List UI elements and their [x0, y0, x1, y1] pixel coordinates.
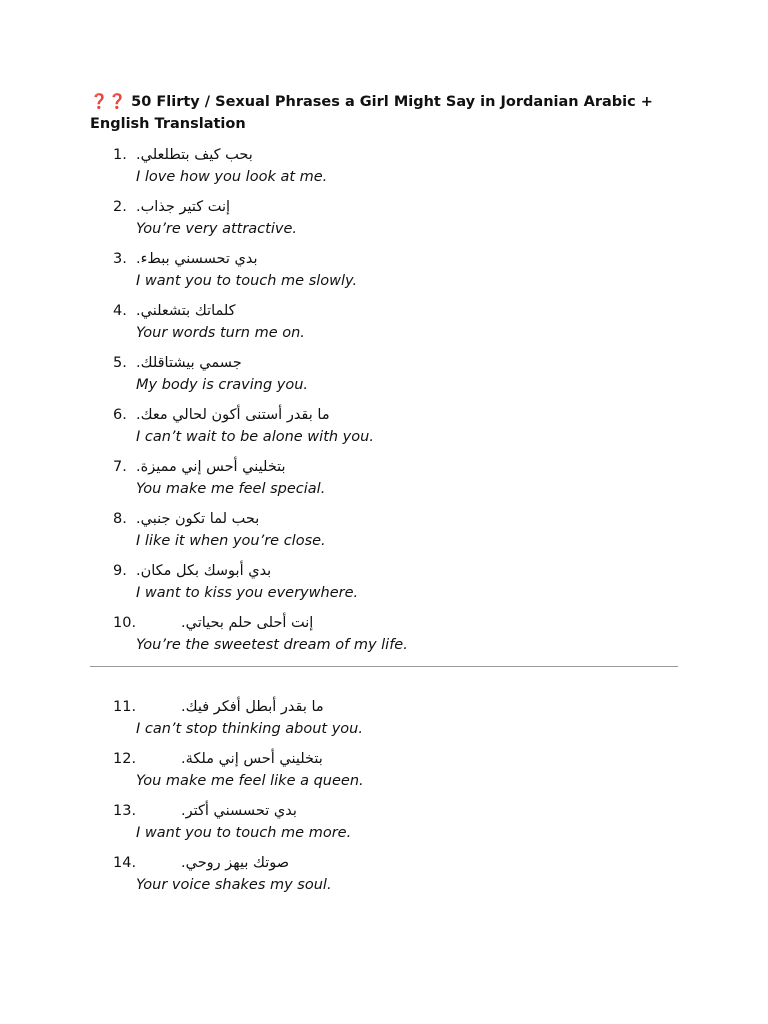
list-item: [0, 508, 768, 560]
item-number: 7.: [113, 459, 127, 475]
english-translation: I like it when you’re close.: [136, 533, 326, 549]
list-item: [0, 612, 768, 664]
item-number: 5.: [113, 355, 127, 371]
list-item: [0, 144, 768, 196]
arabic-phrase: بدي تحسسني أكتر.: [181, 803, 297, 819]
item-number: 1.: [113, 147, 127, 163]
list-item: [0, 456, 768, 508]
item-number: 13.: [113, 803, 137, 819]
list-item: [0, 300, 768, 352]
arabic-phrase: إنت أحلى حلم بحياتي.: [181, 615, 314, 631]
item-number: 11.: [113, 699, 137, 715]
item-number: 10.: [113, 615, 137, 631]
item-number: 4.: [113, 303, 127, 319]
arabic-phrase: بدي أبوسك بكل مكان.: [136, 563, 272, 579]
list-item: [0, 800, 768, 852]
list-item: [0, 352, 768, 404]
english-translation: I can’t wait to be alone with you.: [136, 429, 374, 445]
phrase-list-part-2: [0, 696, 768, 904]
list-item: [0, 196, 768, 248]
arabic-phrase: كلماتك بتشعلني.: [136, 303, 236, 319]
english-translation: You’re the sweetest dream of my life.: [136, 637, 408, 653]
item-number: 14.: [113, 855, 137, 871]
english-translation: You make me feel like a queen.: [136, 773, 364, 789]
english-translation: You’re very attractive.: [136, 221, 297, 237]
arabic-phrase: بتخليني أحس إني ملكة.: [181, 751, 323, 767]
arabic-phrase: بحب كيف بتطلعلي.: [136, 147, 253, 163]
list-item: [0, 748, 768, 800]
list-item: [0, 852, 768, 904]
arabic-phrase: بتخليني أحس إني مميزة.: [136, 459, 286, 475]
list-item: [0, 560, 768, 612]
english-translation: I want to kiss you everywhere.: [136, 585, 359, 601]
item-number: 9.: [113, 563, 127, 579]
arabic-phrase: بدي تحسسني ببطء.: [136, 251, 258, 267]
english-translation: I love how you look at me.: [136, 169, 328, 185]
item-number: 6.: [113, 407, 127, 423]
phrase-list-part-1: [0, 144, 768, 664]
arabic-phrase: إنت كتير جذاب.: [136, 199, 231, 215]
document-title: ❓❓ 50 Flirty / Sexual Phrases a Girl Might Say in Jordanian Arabic + English Translation: [90, 94, 653, 132]
arabic-phrase: ما بقدر أبطل أفكر فيك.: [181, 699, 324, 715]
arabic-phrase: بحب لما تكون جنبي.: [136, 511, 260, 527]
arabic-phrase: ما بقدر أستنى أكون لحالي معك.: [136, 407, 330, 423]
list-item: [0, 404, 768, 456]
arabic-phrase: جسمي بيشتاقلك.: [136, 355, 242, 371]
item-number: 3.: [113, 251, 127, 267]
english-translation: I want you to touch me more.: [136, 825, 352, 841]
english-translation: Your voice shakes my soul.: [136, 877, 332, 893]
item-number: 2.: [113, 199, 127, 215]
list-item: [0, 696, 768, 748]
section-divider: [90, 666, 678, 667]
item-number: 8.: [113, 511, 127, 527]
english-translation: I want you to touch me slowly.: [136, 273, 358, 289]
list-item: [0, 248, 768, 300]
arabic-phrase: صوتك بيهز روحي.: [181, 855, 290, 871]
item-number: 12.: [113, 751, 137, 767]
english-translation: I can’t stop thinking about you.: [136, 721, 363, 737]
english-translation: You make me feel special.: [136, 481, 326, 497]
english-translation: Your words turn me on.: [136, 325, 305, 341]
english-translation: My body is craving you.: [136, 377, 309, 393]
